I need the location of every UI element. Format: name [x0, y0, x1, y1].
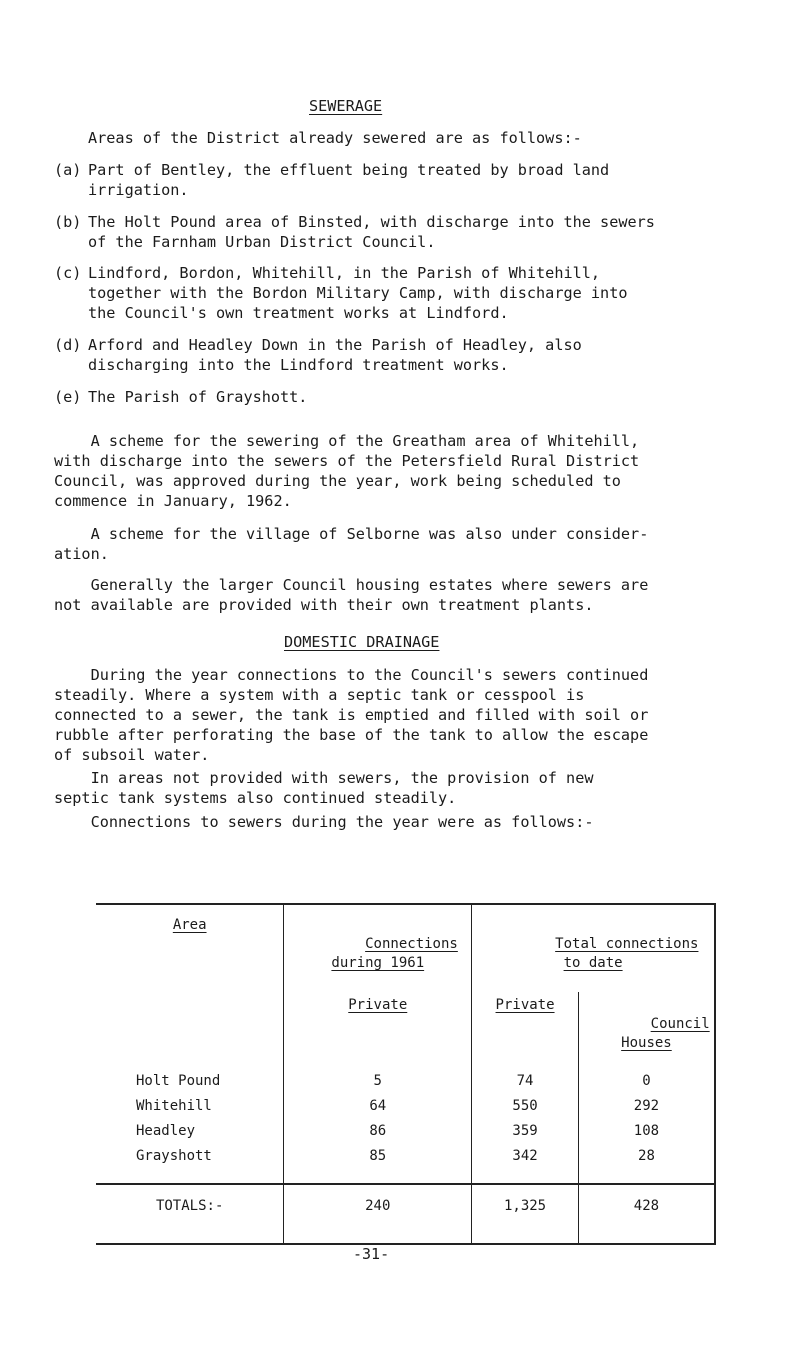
table-header-row — [96, 904, 715, 992]
sewerage-intro: Areas of the District already sewered are as follows:- — [88, 129, 582, 147]
item-label: (b) — [54, 213, 82, 231]
header-connections-during: Connections during 1961 — [284, 904, 472, 992]
row-total-private: 74 — [472, 1072, 579, 1097]
header-total-connections: Total connections to date — [472, 904, 715, 992]
item-text: The Holt Pound area of Binsted, with discharge into the sewers of the Farnham Urban District Council. — [88, 213, 655, 251]
row-council-houses: 28 — [578, 1147, 715, 1184]
subheader-private-total: Private — [472, 992, 579, 1072]
row-council-houses: 0 — [578, 1072, 715, 1097]
row-total-private: 359 — [472, 1122, 579, 1147]
selborne-paragraph: A scheme for the village of Selborne was also under consider- ation. — [54, 525, 649, 563]
table-row — [96, 1147, 715, 1184]
subheader-private: Private — [284, 992, 472, 1072]
totals-council-houses: 428 — [578, 1184, 715, 1244]
table-intro: Connections to sewers during the year were as follows:- — [54, 813, 594, 831]
header-area: Area — [96, 904, 284, 992]
row-total-private: 342 — [472, 1147, 579, 1184]
item-label: (d) — [54, 336, 82, 354]
table-row — [96, 1122, 715, 1147]
row-total-private: 550 — [472, 1097, 579, 1122]
row-council-houses: 108 — [578, 1122, 715, 1147]
item-label: (e) — [54, 388, 82, 406]
connections-table — [96, 903, 716, 1245]
subheader-blank — [96, 992, 284, 1072]
row-area: Whitehill — [136, 1098, 212, 1114]
row-area: Headley — [136, 1123, 196, 1139]
item-label: (c) — [54, 264, 82, 282]
row-private: 85 — [284, 1147, 472, 1184]
sewerage-item-c — [54, 263, 628, 343]
item-text: Lindford, Bordon, Whitehill, in the Parish of Whitehill, together with the Bordon Military Camp, with discharge into the Council's own treatment works at Lindford. — [88, 264, 628, 322]
septic-tank-paragraph: In areas not provided with sewers, the provision of new septic tank systems also continued steadily. — [54, 769, 594, 807]
totals-private: 240 — [284, 1184, 472, 1244]
item-text: The Parish of Grayshott. — [88, 388, 308, 406]
greatham-paragraph: A scheme for the sewering of the Greatham area of Whitehill, with discharge into the sewers of the Petersfield Rural District Council, was approved during the year, work being scheduled to commence in January, 1962. — [54, 432, 640, 510]
totals-label: TOTALS:- — [96, 1184, 284, 1244]
domestic-drainage-heading: DOMESTIC DRAINAGE — [284, 633, 440, 651]
item-text: Part of Bentley, the effluent being treated by broad land irrigation. — [88, 161, 610, 199]
table-row — [96, 1072, 715, 1097]
item-text: Arford and Headley Down in the Parish of Headley, also discharging into the Lindford treatment works. — [88, 336, 582, 374]
subheader-council-houses: Council Houses — [578, 992, 715, 1072]
table-row — [96, 1097, 715, 1122]
sewerage-heading: SEWERAGE — [309, 97, 383, 115]
page-number: -31- — [353, 1245, 390, 1263]
table-subheader-row — [96, 992, 715, 1072]
table-totals-row — [96, 1184, 715, 1244]
row-area: Holt Pound — [136, 1073, 221, 1089]
item-label: (a) — [54, 161, 82, 179]
totals-total-private: 1,325 — [472, 1184, 579, 1244]
row-private: 5 — [284, 1072, 472, 1097]
housing-estates-paragraph: Generally the larger Council housing estates where sewers are not available are provided with their own treatment plants. — [54, 576, 649, 614]
row-area: Grayshott — [136, 1148, 212, 1164]
row-private: 86 — [284, 1122, 472, 1147]
connections-paragraph: During the year connections to the Council's sewers continued steadily. Where a system with a septic tank or cesspool is connected to a sewer, the tank is emptied and filled with soil or rubble after perforating the base of the tank to allow the escape of subsoil water. — [54, 666, 649, 764]
row-council-houses: 292 — [578, 1097, 715, 1122]
row-private: 64 — [284, 1097, 472, 1122]
